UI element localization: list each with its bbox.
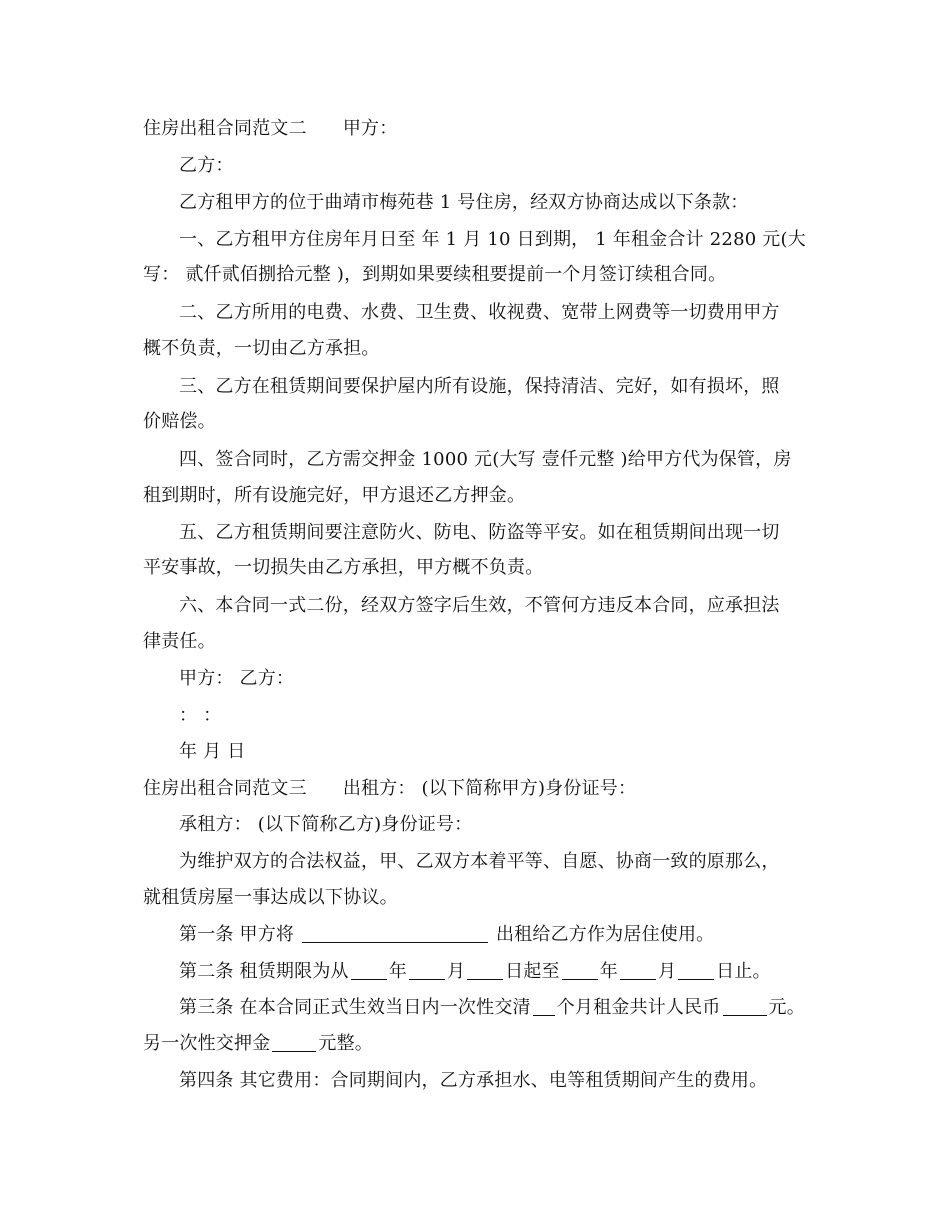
article-3-text-b: 个月租金共计人民币 [556,997,721,1018]
blank-end-month[interactable] [620,961,656,980]
article-3-text-c: 元。 [768,997,805,1018]
article-2 [143,960,849,984]
article-3-deposit-text: 另一次性交押金 [143,1033,271,1054]
article-2-text-a: 第二条 租赁期限为从 [179,961,349,982]
blank-rent-amount[interactable] [723,997,767,1016]
blank-end-year[interactable] [562,961,598,980]
blank-end-day[interactable] [678,961,714,980]
party-b-label: 乙方： [179,155,234,176]
signature-colons: ： ： [179,705,222,726]
clause-3-line-2: 价赔偿。 [143,411,216,432]
clause-4-line-1: 四、签合同时，乙方需交押金 1000 元(大写 壹仟元整 )给甲方代为保管，房 [179,449,792,470]
section-heading-line-3 [143,777,813,801]
clause-2-line-2: 概不负责，一切由乙方承担。 [143,338,380,359]
section-heading-line [143,117,813,141]
article-3-line-2 [143,1032,813,1056]
section-title-3: 住房出租合同范文三 [143,778,307,799]
agreement-intro-line-1: 为维护双方的合法权益，甲、乙双方本着平等、自愿、协商一致的原那么， [179,851,780,872]
blank-start-month[interactable] [409,961,445,980]
signature-date: 年 月 日 [179,741,246,762]
blank-months[interactable] [533,997,555,1016]
article-1-text-b: 出租给乙方作为居住使用。 [495,924,715,945]
signature-labels: 甲方： 乙方： [179,668,295,689]
clause-2-line-1: 二、乙方所用的电费、水费、卫生费、收视费、宽带上网费等一切费用甲方 [179,302,780,323]
clause-5-line-1: 五、乙方租赁期间要注意防火、防电、防盗等平安。如在租赁期间出现一切 [179,522,780,543]
article-1-text-a: 第一条 甲方将 [179,924,295,945]
agreement-intro-line-2: 就租赁房屋一事达成以下协议。 [143,887,398,908]
section-title: 住房出租合同范文二 [143,118,307,139]
party-a-label: 甲方： [342,118,398,139]
clause-6-line-1: 六、本合同一式二份，经双方签字后生效，不管何方违反本合同，应承担法 [179,595,780,616]
paragraph-intro: 乙方租甲方的位于曲靖市梅苑巷 1 号住房，经双方协商达成以下条款： [179,192,749,213]
clause-3-line-1: 三、乙方在租赁期间要保护屋内所有设施，保持清洁、完好，如有损坏，照 [179,376,780,397]
clause-5-line-2: 平安事故，一切损失由乙方承担，甲方概不负责。 [143,557,544,578]
lessee-label: 承租方： (以下简称乙方)身份证号： [179,814,473,835]
article-2-month-label-2: 月 [657,961,677,982]
article-2-text-b: 日起至 [505,961,560,982]
blank-deposit-amount[interactable] [272,1033,316,1052]
blank-start-year[interactable] [351,961,387,980]
lessor-label: 出租方： (以下简称甲方)身份证号： [342,778,637,799]
article-2-year-label: 年 [388,961,407,982]
blank-property-address[interactable] [302,924,488,943]
clause-6-line-2: 律责任。 [143,631,216,652]
clause-1-line-1: 一、乙方租甲方住房年月日至 年 1 月 10 日到期， 1 年租金合计 2280 元(大 [179,229,806,250]
article-4: 第四条 其它费用：合同期间内，乙方承担水、电等租赁期间产生的费用。 [179,1070,768,1091]
clause-4-line-2: 租到期时，所有设施完好，甲方退还乙方押金。 [143,485,526,506]
article-2-year-label-2: 年 [599,961,618,982]
article-3-text-a: 第三条 在本合同正式生效当日内一次性交清 [179,997,531,1018]
article-2-month-label: 月 [446,961,466,982]
article-3-line-1 [143,996,849,1020]
article-2-text-c: 日止。 [716,961,771,982]
article-1 [143,923,849,947]
blank-start-day[interactable] [467,961,503,980]
article-3-deposit-suffix: 元整。 [318,1033,374,1054]
clause-1-line-2: 写： 贰仟贰佰捌拾元整 )，到期如果要续租要提前一个月签订续租合同。 [143,264,727,285]
